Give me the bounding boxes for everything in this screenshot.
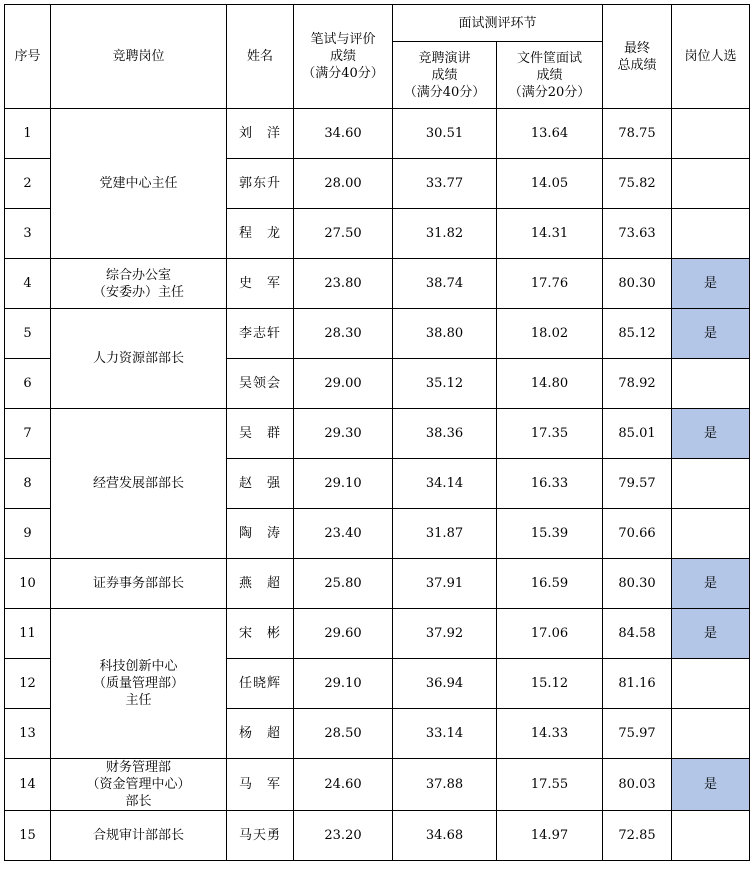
- basket-score: 17.55: [497, 759, 603, 811]
- selected-cell: 是: [672, 259, 750, 309]
- basket-score: 14.97: [497, 811, 603, 861]
- row-index: 13: [5, 709, 51, 759]
- selected-cell: [672, 159, 750, 209]
- basket-score: 16.59: [497, 559, 603, 609]
- speech-score: 33.77: [393, 159, 497, 209]
- header-position: 竞聘岗位: [51, 5, 227, 109]
- table-row: [5, 559, 750, 609]
- basket-score: 14.80: [497, 359, 603, 409]
- candidate-name: 宋 彬: [227, 609, 294, 659]
- written-score: 28.00: [294, 159, 393, 209]
- written-score: 29.60: [294, 609, 393, 659]
- basket-score: 17.06: [497, 609, 603, 659]
- header-interview-group: 面试测评环节: [393, 5, 603, 42]
- selected-cell: [672, 811, 750, 861]
- selected-cell: 是: [672, 559, 750, 609]
- speech-score: 37.91: [393, 559, 497, 609]
- speech-score: 38.80: [393, 309, 497, 359]
- final-score: 70.66: [603, 509, 672, 559]
- basket-score: 17.35: [497, 409, 603, 459]
- written-score: 29.30: [294, 409, 393, 459]
- row-index: 6: [5, 359, 51, 409]
- written-score: 29.10: [294, 659, 393, 709]
- header-name: 姓名: [227, 5, 294, 109]
- table-row: [5, 759, 750, 811]
- selected-cell: 是: [672, 609, 750, 659]
- candidate-name: 赵 强: [227, 459, 294, 509]
- written-score: 29.10: [294, 459, 393, 509]
- speech-score: 33.14: [393, 709, 497, 759]
- row-index: 5: [5, 309, 51, 359]
- candidate-name: 郭东升: [227, 159, 294, 209]
- basket-score: 17.76: [497, 259, 603, 309]
- selected-cell: [672, 359, 750, 409]
- table-row: [5, 409, 750, 459]
- selected-cell: [672, 509, 750, 559]
- written-score: 23.40: [294, 509, 393, 559]
- score-table: [4, 4, 750, 861]
- position-cell: 科技创新中心 （质量管理部） 主任: [51, 609, 227, 759]
- basket-score: 14.33: [497, 709, 603, 759]
- written-score: 25.80: [294, 559, 393, 609]
- header-written-score: 笔试与评价 成绩 （满分40分）: [294, 5, 393, 109]
- speech-score: 34.14: [393, 459, 497, 509]
- written-score: 29.00: [294, 359, 393, 409]
- header-index: 序号: [5, 5, 51, 109]
- row-index: 14: [5, 759, 51, 811]
- written-score: 23.20: [294, 811, 393, 861]
- basket-score: 15.39: [497, 509, 603, 559]
- speech-score: 38.36: [393, 409, 497, 459]
- selected-cell: 是: [672, 409, 750, 459]
- final-score: 80.30: [603, 259, 672, 309]
- row-index: 12: [5, 659, 51, 709]
- final-score: 85.01: [603, 409, 672, 459]
- candidate-name: 陶 涛: [227, 509, 294, 559]
- row-index: 4: [5, 259, 51, 309]
- final-score: 84.58: [603, 609, 672, 659]
- candidate-name: 李志轩: [227, 309, 294, 359]
- speech-score: 34.68: [393, 811, 497, 861]
- selected-cell: [672, 459, 750, 509]
- final-score: 81.16: [603, 659, 672, 709]
- final-score: 80.30: [603, 559, 672, 609]
- position-cell: 财务管理部 （资金管理中心） 部长: [51, 759, 227, 811]
- speech-score: 35.12: [393, 359, 497, 409]
- row-index: 11: [5, 609, 51, 659]
- speech-score: 30.51: [393, 109, 497, 159]
- speech-score: 31.82: [393, 209, 497, 259]
- position-cell: 综合办公室 （安委办）主任: [51, 259, 227, 309]
- basket-score: 18.02: [497, 309, 603, 359]
- candidate-name: 马天勇: [227, 811, 294, 861]
- written-score: 23.80: [294, 259, 393, 309]
- candidate-name: 马 军: [227, 759, 294, 811]
- row-index: 8: [5, 459, 51, 509]
- speech-score: 38.74: [393, 259, 497, 309]
- speech-score: 36.94: [393, 659, 497, 709]
- table-row: [5, 811, 750, 861]
- table-row: [5, 259, 750, 309]
- position-cell: 合规审计部部长: [51, 811, 227, 861]
- candidate-name: 杨 超: [227, 709, 294, 759]
- speech-score: 37.88: [393, 759, 497, 811]
- header-selected: 岗位人选: [672, 5, 750, 109]
- header-basket-score: 文件筐面试 成绩 （满分20分）: [497, 42, 603, 109]
- speech-score: 37.92: [393, 609, 497, 659]
- candidate-name: 吴领会: [227, 359, 294, 409]
- row-index: 10: [5, 559, 51, 609]
- position-cell: 人力资源部部长: [51, 309, 227, 409]
- speech-score: 31.87: [393, 509, 497, 559]
- final-score: 79.57: [603, 459, 672, 509]
- basket-score: 13.64: [497, 109, 603, 159]
- selected-cell: [672, 109, 750, 159]
- written-score: 27.50: [294, 209, 393, 259]
- candidate-name: 史 军: [227, 259, 294, 309]
- row-index: 2: [5, 159, 51, 209]
- final-score: 72.85: [603, 811, 672, 861]
- selected-cell: 是: [672, 309, 750, 359]
- candidate-name: 任晓辉: [227, 659, 294, 709]
- selected-cell: [672, 709, 750, 759]
- final-score: 73.63: [603, 209, 672, 259]
- selected-cell: [672, 209, 750, 259]
- position-cell: 党建中心主任: [51, 109, 227, 259]
- final-score: 85.12: [603, 309, 672, 359]
- final-score: 75.97: [603, 709, 672, 759]
- selected-cell: 是: [672, 759, 750, 811]
- final-score: 78.75: [603, 109, 672, 159]
- written-score: 24.60: [294, 759, 393, 811]
- selected-cell: [672, 659, 750, 709]
- row-index: 9: [5, 509, 51, 559]
- candidate-name: 刘 洋: [227, 109, 294, 159]
- final-score: 80.03: [603, 759, 672, 811]
- table-row: [5, 609, 750, 659]
- row-index: 7: [5, 409, 51, 459]
- basket-score: 16.33: [497, 459, 603, 509]
- basket-score: 15.12: [497, 659, 603, 709]
- basket-score: 14.05: [497, 159, 603, 209]
- candidate-name: 燕 超: [227, 559, 294, 609]
- row-index: 3: [5, 209, 51, 259]
- table-row: [5, 309, 750, 359]
- basket-score: 14.31: [497, 209, 603, 259]
- written-score: 28.50: [294, 709, 393, 759]
- row-index: 1: [5, 109, 51, 159]
- candidate-name: 程 龙: [227, 209, 294, 259]
- row-index: 15: [5, 811, 51, 861]
- candidate-name: 吴 群: [227, 409, 294, 459]
- header-speech-score: 竞聘演讲 成绩 （满分40分）: [393, 42, 497, 109]
- position-cell: 证券事务部部长: [51, 559, 227, 609]
- header-final-score: 最终 总成绩: [603, 5, 672, 109]
- final-score: 78.92: [603, 359, 672, 409]
- written-score: 28.30: [294, 309, 393, 359]
- written-score: 34.60: [294, 109, 393, 159]
- position-cell: 经营发展部部长: [51, 409, 227, 559]
- final-score: 75.82: [603, 159, 672, 209]
- table-row: [5, 109, 750, 159]
